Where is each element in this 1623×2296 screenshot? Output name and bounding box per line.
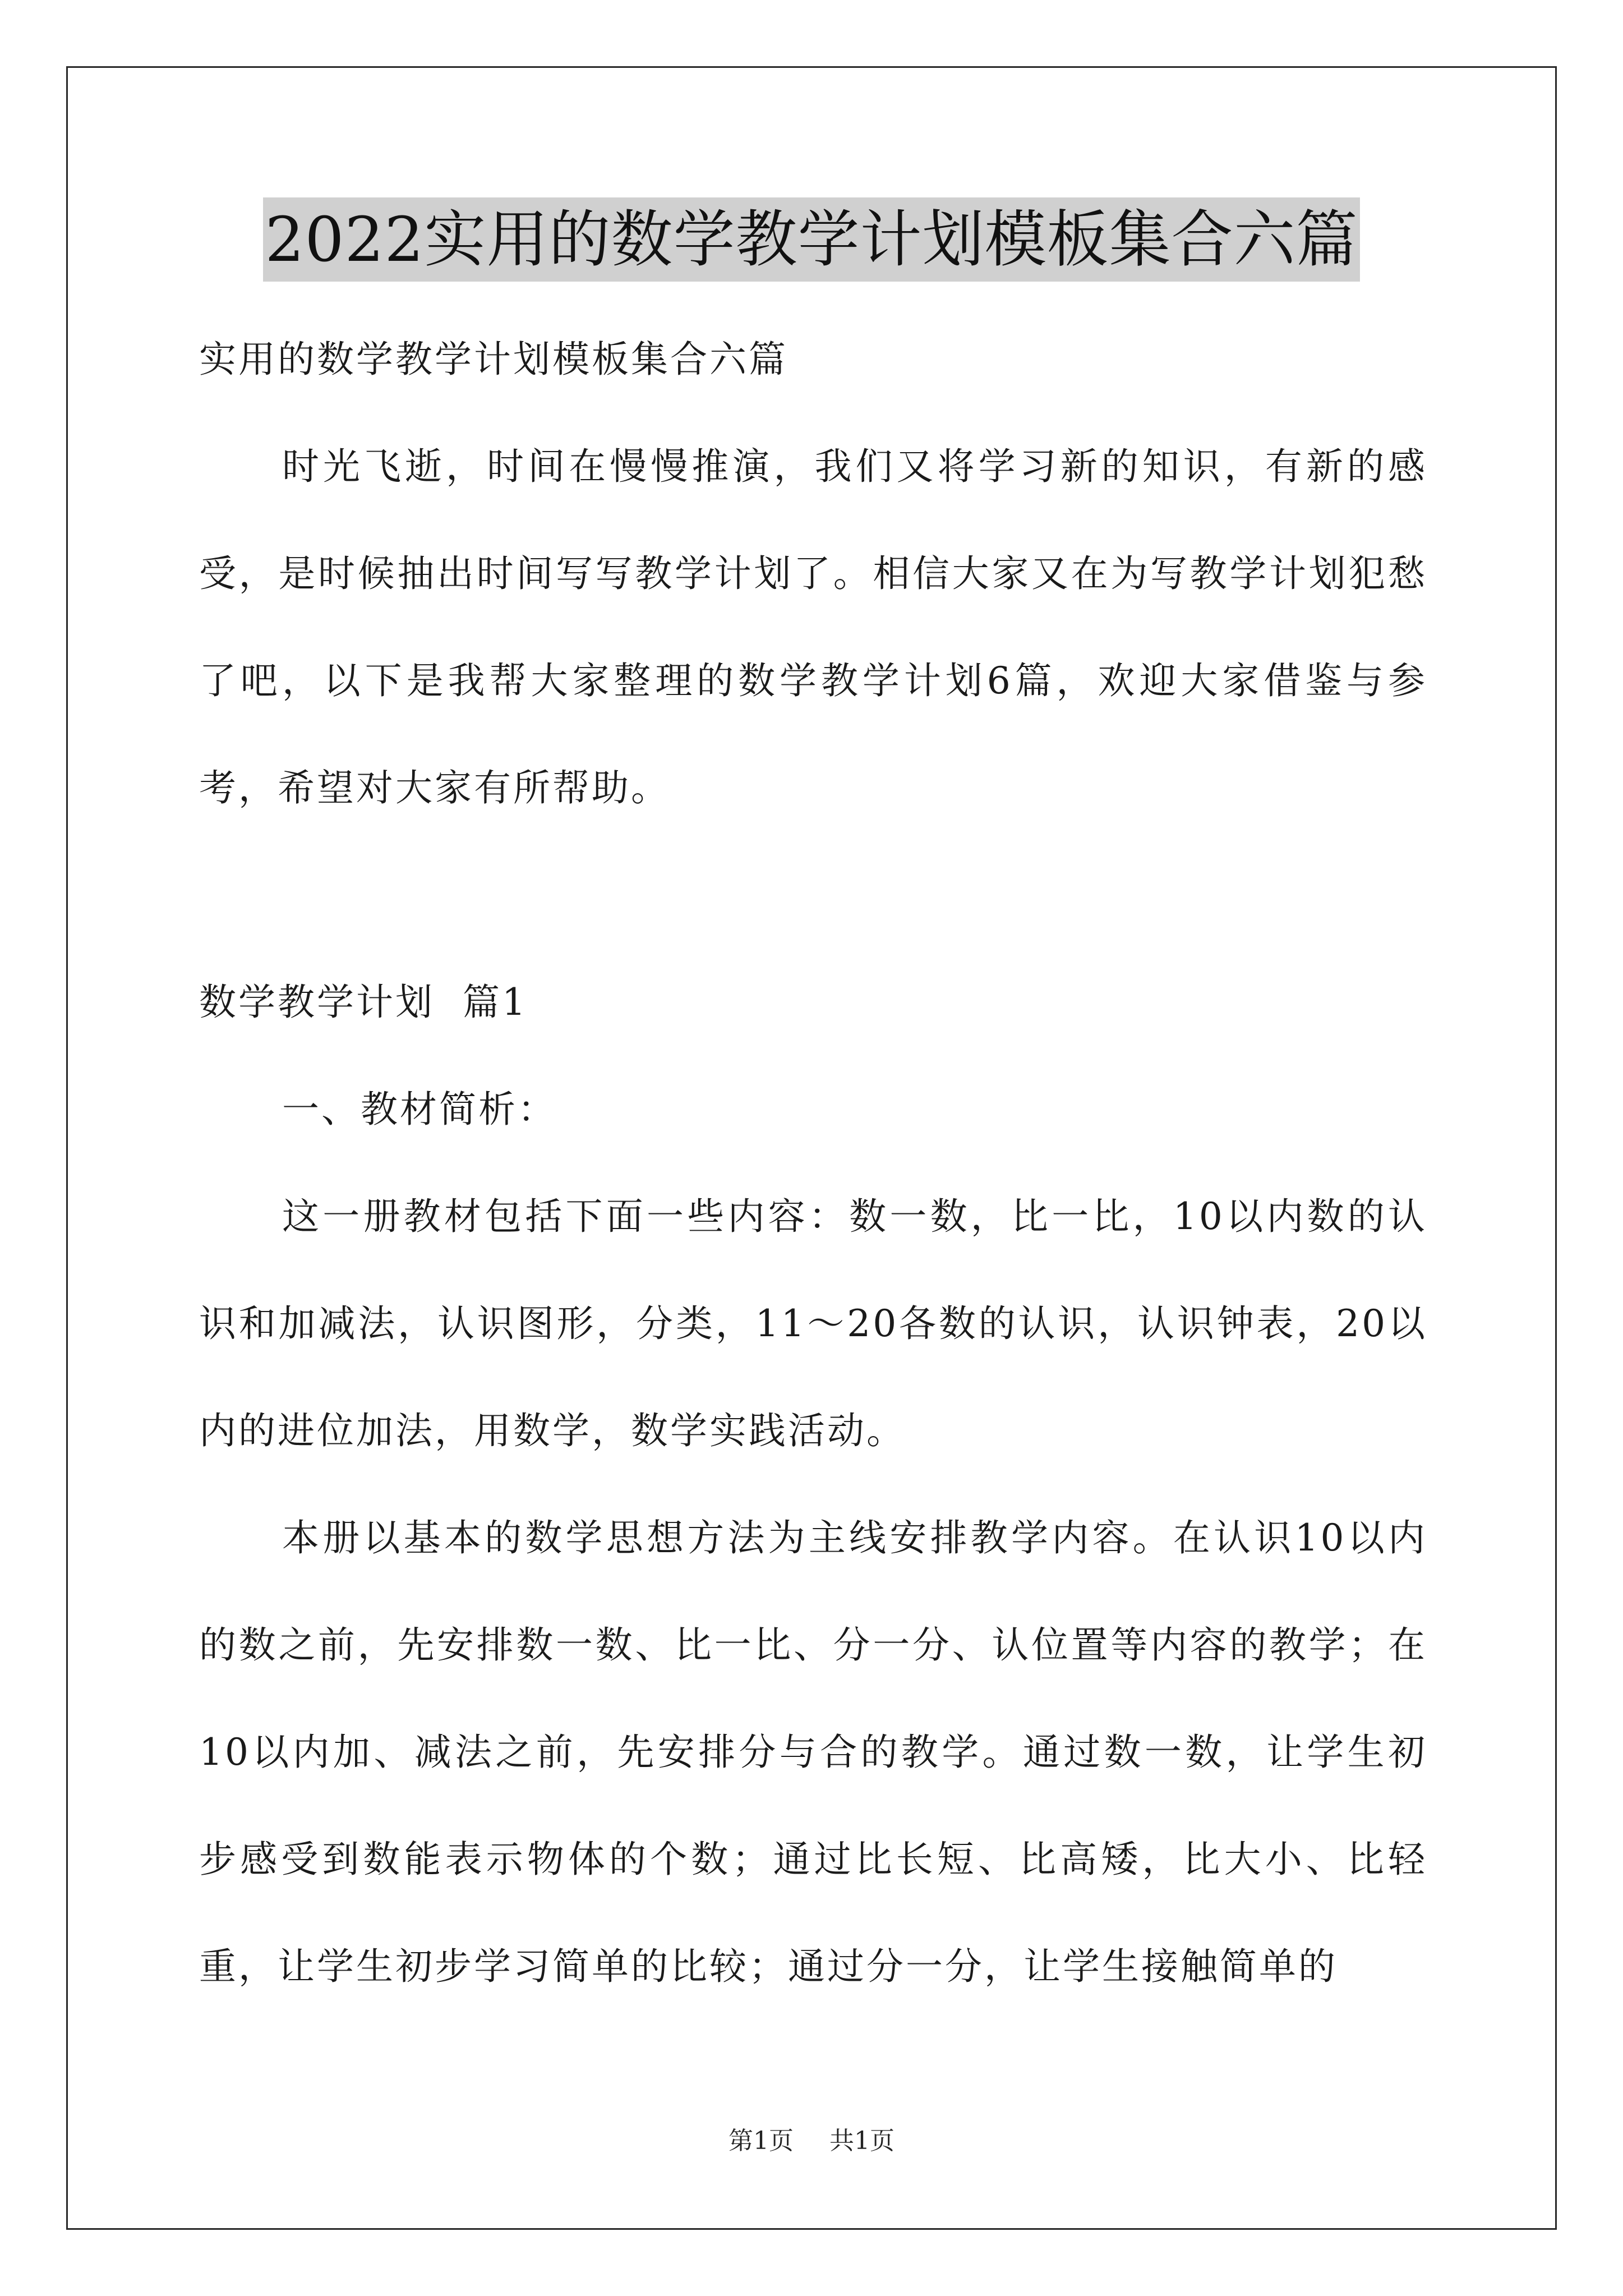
document-body [199,306,1427,2020]
page-number-current: 第1页 [728,2127,794,2155]
title-container [0,197,1623,282]
intro-paragraph: 时光飞逝，时间在慢慢推演，我们又将学习新的知识，有新的感受，是时候抽出时间写写教学计划了。相信大家又在为写教学计划犯愁了吧，以下是我帮大家整理的数学教学计划6篇，欢迎大家借鉴与参考，希望对大家有所帮助。 [199,445,1427,809]
body-paragraph-1: 这一册教材包括下面一些内容：数一数，比一比，10以内数的认识和加减法，认识图形，分类，11～20各数的认识，认识钟表，20以内的进位加法，用数学，数学实践活动。 [199,1195,1427,1452]
page-number-total: 共1页 [829,2127,895,2155]
document-subtitle: 实用的数学教学计划模板集合六篇 [199,338,788,381]
section-spacer [199,841,1427,949]
body-paragraph-2: 本册以基本的数学思想方法为主线安排教学内容。在认识10以内的数之前，先安排数一数、比一比、分一分、认位置等内容的教学；在10以内加、减法之前，先安排分与合的教学。通过数一数，让学生初步感受到数能表示物体的个数；通过比长短、比高矮，比大小、比轻重，让学生初步学习简单的比较；通过分一分，让学生接触简单的 [199,1516,1427,1988]
subheading: 一、教材简析： [282,1088,557,1131]
document-title: 2022实用的数学教学计划模板集合六篇 [263,197,1361,282]
page-footer [0,2120,1623,2156]
section-heading: 数学教学计划 篇1 [199,981,528,1024]
